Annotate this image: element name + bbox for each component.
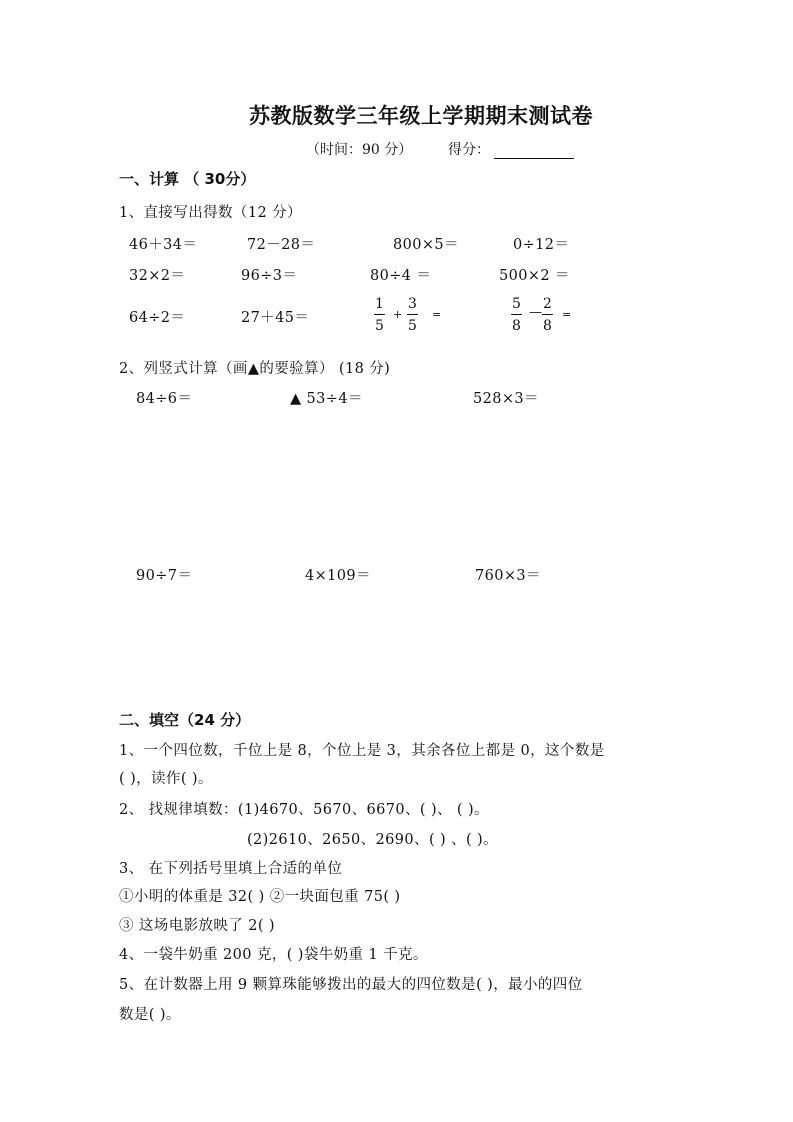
q1-item: 64÷2＝	[129, 310, 186, 326]
fill-line: ③ 这场电影放映了 2( )	[119, 918, 275, 934]
denominator: 8	[512, 318, 521, 334]
denominator: 5	[408, 318, 417, 334]
q1-item: 96÷3＝	[241, 268, 298, 284]
q2-item: 90÷7＝	[136, 568, 193, 584]
q1-item: 800×5＝	[393, 237, 459, 253]
score-blank	[494, 144, 574, 159]
q2-item: ▲ 53÷4＝	[290, 391, 363, 407]
numerator: 1	[375, 296, 384, 312]
fill-line: 2、 找规律填数：(1)4670、5670、6670、( )、 ( )。	[119, 802, 489, 818]
q2-item: 760×3＝	[475, 568, 541, 584]
score-field	[448, 139, 574, 159]
time-limit: （时间：90 分）	[306, 142, 413, 158]
fill-line: ( )，读作( )。	[119, 771, 213, 787]
numerator: 5	[512, 296, 521, 312]
q1-item: 46＋34＝	[129, 237, 198, 253]
fraction	[542, 297, 553, 333]
score-label: 得分：	[448, 142, 490, 158]
fill-line: 4、一袋牛奶重 200 克，( )袋牛奶重 1 千克。	[119, 947, 428, 963]
equals-sign: =	[432, 308, 442, 321]
numerator: 3	[408, 296, 417, 312]
fraction	[374, 297, 385, 333]
fill-line: 数是( )。	[119, 1007, 181, 1023]
equals-sign: =	[562, 308, 572, 321]
q1-item: 72－28＝	[247, 237, 316, 253]
fill-line: 1、一个四位数，千位上是 8，个位上是 3，其余各位上都是 0，这个数是	[119, 743, 605, 759]
denominator: 5	[375, 318, 384, 334]
fraction	[511, 297, 522, 333]
q2-item: 4×109＝	[305, 568, 371, 584]
q1-item: 0÷12＝	[513, 237, 570, 253]
numerator: 2	[543, 296, 552, 312]
q2-item: 528×3＝	[473, 391, 539, 407]
fill-line: ①小明的体重是 32( ) ②一块面包重 75( )	[119, 889, 401, 905]
q1-item: 80÷4 ＝	[370, 268, 432, 284]
fill-line: (2)2610、2650、2690、( ) 、( )。	[247, 832, 498, 848]
q1-label: 1、直接写出得数（12 分）	[119, 205, 302, 221]
fraction	[407, 297, 418, 333]
minus-operator: —	[529, 305, 542, 320]
section-2-heading: 二、填空（24 分）	[119, 711, 251, 729]
denominator: 8	[543, 318, 552, 334]
section-1-heading: 一、计算 （ 30分）	[119, 170, 256, 188]
q2-label: 2、列竖式计算（画▲的要验算） (18 分)	[119, 361, 391, 377]
page-title: 苏教版数学三年级上学期期末测试卷	[249, 104, 593, 128]
q1-item: 500×2 ＝	[499, 268, 570, 284]
fill-line: 3、 在下列括号里填上合适的单位	[119, 861, 343, 877]
q2-item: 84÷6＝	[136, 391, 193, 407]
plus-operator: +	[393, 308, 403, 321]
q1-item: 27＋45＝	[241, 310, 310, 326]
q1-item: 32×2＝	[129, 268, 186, 284]
fill-line: 5、在计数器上用 9 颗算珠能够拨出的最大的四位数是( )，最小的四位	[119, 977, 583, 993]
